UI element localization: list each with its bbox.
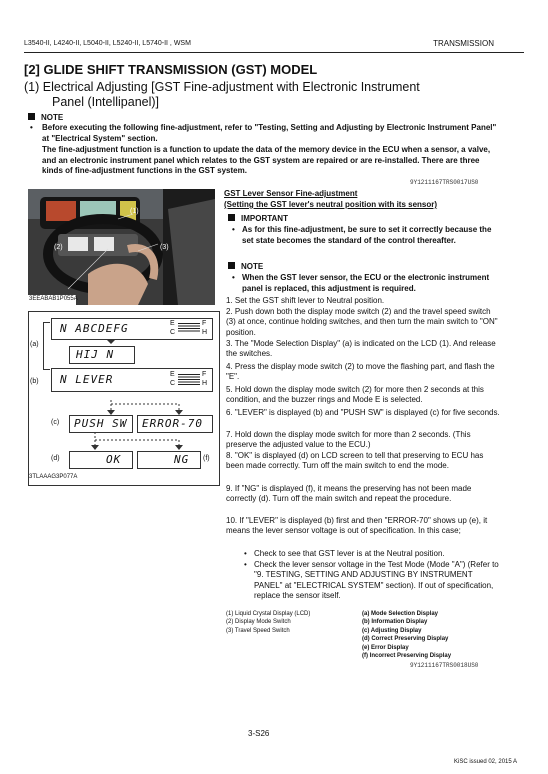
label-f: (f) [203,455,210,462]
procedure-subheading: (Setting the GST lever's neutral position with its sensor) [224,200,438,209]
label-c: (c) [51,419,60,426]
important-text: • As for this fine-adjustment, be sure to set it correctly because the set state becomes the standard of the control thereafter. [232,225,492,245]
legend-item-c: (c) Adjusting Display [362,627,422,634]
sub-step-2: • Check the lever sensor voltage in the Test Mode (Mode "A") (Refer to "9. TESTING, SETTING AND ADJUSTING BY INSTRUMENT PANEL" at "ELECTRICAL SYSTEM" section). If out of specification, replace the sensor itself. [244,560,499,601]
gauge-f: F [202,320,207,327]
section-subtitle-1: (1) Electrical Adjusting [GST Fine-adjustment with Electronic Instrument [24,80,420,94]
lcd-mode-selection-text: N ABCDEFG [60,322,129,335]
procedure-note-heading: NOTE [228,262,263,271]
note-bullet: • Before executing the following fine-adjustment, refer to "Testing, Setting and Adjusting by Electronic Instrument Panel" at "Electrical System" section. [30,123,497,143]
header-section: TRANSMISSION [433,39,494,48]
lcd-error [137,415,213,433]
gauge-e: E [170,320,175,327]
step-5: 5. Hold down the display mode switch (2) for more then 2 seconds at this condition, and the buzzer rings and Mode E is selected. [226,385,484,405]
gauge-h-2: H [202,380,208,387]
label-a: (a) [30,341,39,348]
important-heading: IMPORTANT [228,214,288,223]
procedure-heading: GST Lever Sensor Fine-adjustment [224,189,358,198]
section-subtitle-2: Panel (Intellipanel)] [52,95,160,109]
legend-item-3: (3) Travel Speed Switch [226,627,290,634]
legend-left [226,610,310,635]
legend-right [362,610,451,660]
note-heading: NOTE [28,113,63,122]
gauge-f-2: F [202,371,207,378]
note-code: 9Y1211167TRS0017US0 [410,179,479,186]
legend-item-2: (2) Display Mode Switch [226,619,291,626]
header-rule [24,52,524,53]
lcd-ng-text: NG [174,453,190,466]
step-7: 7. Hold down the display mode switch for more than 2 seconds. (This preserve the adjusted value to the ECU.) [226,430,471,450]
legend-code: 9Y1211167TRS0018US0 [410,662,479,669]
step-2: 2. Push down both the display mode switch (2) and the travel speed switch (3) at once, continue holding switches, and then turn the main switch to "ON" position. [226,307,498,337]
legend-item-a: (a) Mode Selection Display [362,611,439,617]
lcd-push-sw-text: PUSH SW [74,417,128,430]
label-d: (d) [51,455,60,462]
page-number: 3-S26 [248,729,270,738]
label-b: (b) [30,378,39,385]
issued-note: KiSC issued 02, 2015 A [454,759,518,765]
header-models: L3540-II, L4240-II, L5040-II, L5240-II, L5740-II , WSM [24,40,191,47]
gauge-c: C [170,329,176,336]
lcd-ng [137,451,201,469]
step-1: 1. Set the GST shift lever to Neutral position. [226,296,385,305]
lcd-information [51,368,213,392]
legend-item-b: (b) Information Display [362,619,428,626]
photo-callout-2: (2) [54,244,63,251]
lcd-error-text: ERROR-70 [142,417,203,430]
lcd-diagram [28,311,220,486]
gauge-h: H [202,329,208,336]
fuel-gauge-bars-2 [178,374,200,385]
lcd-ok [69,451,133,469]
lcd-selection-second [69,346,135,364]
step-6: 6. "LEVER" is displayed (b) and "PUSH SW" is displayed (c) for five seconds. [226,408,500,417]
diagram-code: 3TLAAAG3P077A [29,474,78,480]
legend-item-1: (1) Liquid Crystal Display (LCD) [226,611,311,617]
lcd-push-sw [69,415,133,433]
procedure-note-text: • When the GST lever sensor, the ECU or the electronic instrument panel is replaced, this adjustment is required. [232,273,490,293]
photo-callout-1: (1) [130,208,139,215]
legend-item-e: (e) Error Display [362,644,409,651]
gauge-c-2: C [170,380,176,387]
page-title: [2] GLIDE SHIFT TRANSMISSION (GST) MODEL [24,62,318,77]
lcd-ok-text: OK [106,453,122,466]
step-4: 4. Press the display mode switch (2) to move the flashing part, and flash the "E". [226,362,495,382]
step-8: 8. "OK" is displayed (d) on LCD screen to tell that preserving to ECU has been made correctly. Turn off the main switch to end the mode. [226,451,484,471]
photo-callout-3: (3) [160,244,169,251]
note-body: The fine-adjustment function is a function to update the data of the memory device in the ECU when a sensor, a valve, and an electronic instrument panel which relates to the GST system are repaired or are re-installed. There are three kinds of fine-adjustment functions in the GST system. [42,145,491,176]
legend-item-f: (f) Incorrect Preserving Display [362,653,452,660]
step-3: 3. The "Mode Selection Display" (a) is indicated on the LCD (1). And release the switches. [226,339,496,359]
gauge-e-2: E [170,371,175,378]
dashboard-photo [28,189,215,305]
lcd-information-text: N LEVER [60,373,114,386]
lcd-selection-second-text: HIJ N [76,348,115,361]
sub-step-1: • Check to see that GST lever is at the Neutral position. [244,549,445,558]
legend-item-d: (d) Correct Preserving Display [362,636,449,643]
step-9: 9. If "NG" is displayed (f), it means the preserving has not been made correctly (d). Turn off the main switch and repeat the procedure. [226,484,472,504]
photo-code: 3EEABAB1P055A [29,296,78,302]
step-10: 10. If "LEVER" is displayed (b) first and then "ERROR-70" shows up (e), it means the lever sensor voltage is out of specification. In this case; [226,516,488,536]
